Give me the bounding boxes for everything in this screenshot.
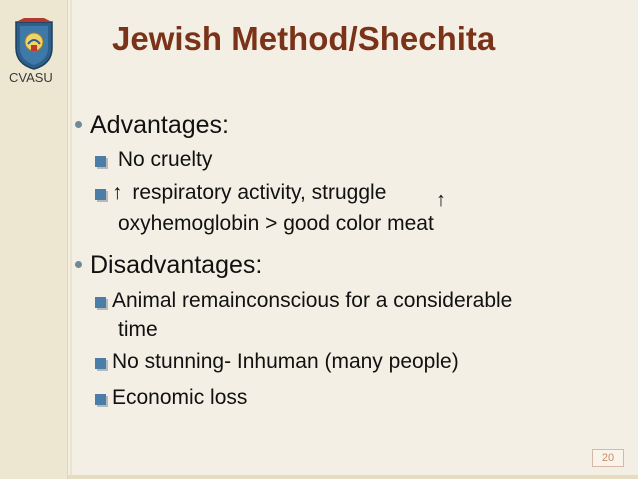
disadvantage-text: Animal remainconscious for a considerable bbox=[112, 289, 513, 312]
sidebar-divider-secondary bbox=[70, 0, 72, 479]
disadvantage-continuation: time bbox=[118, 318, 158, 341]
advantage-item bbox=[95, 148, 212, 172]
disadvantage-item bbox=[95, 350, 459, 374]
bottom-border bbox=[68, 475, 638, 479]
advantage-text: No cruelty bbox=[117, 148, 213, 171]
square-bullet-icon bbox=[95, 358, 106, 369]
square-bullet-icon bbox=[95, 394, 106, 405]
arrow-up-icon: ↑ bbox=[436, 189, 446, 211]
bullet-dot-icon bbox=[75, 261, 82, 268]
advantages-heading-row bbox=[75, 111, 229, 140]
logo-caption: CVASU bbox=[9, 70, 53, 85]
advantage-continuation: oxyhemoglobin > good color meat bbox=[118, 212, 434, 235]
advantages-heading: Advantages: bbox=[90, 111, 229, 139]
disadvantage-item bbox=[95, 289, 512, 313]
university-crest-logo bbox=[12, 18, 56, 70]
disadvantage-item bbox=[95, 386, 247, 410]
arrow-up-icon: ↑ bbox=[112, 181, 123, 204]
advantage-item bbox=[95, 181, 386, 205]
disadvantage-text: No stunning- Inhuman (many people) bbox=[112, 350, 459, 373]
bullet-dot-icon bbox=[75, 121, 82, 128]
slide-title: Jewish Method/Shechita bbox=[112, 20, 496, 57]
disadvantages-heading-row bbox=[75, 251, 262, 280]
page-number: 20 bbox=[592, 449, 624, 467]
advantage-text: respiratory activity, struggle bbox=[132, 181, 387, 204]
disadvantage-text: Economic loss bbox=[112, 386, 248, 409]
square-bullet-icon bbox=[95, 189, 106, 200]
square-bullet-icon bbox=[95, 156, 106, 167]
sidebar-divider bbox=[67, 0, 68, 479]
square-bullet-icon bbox=[95, 297, 106, 308]
disadvantages-heading: Disadvantages: bbox=[90, 251, 263, 279]
